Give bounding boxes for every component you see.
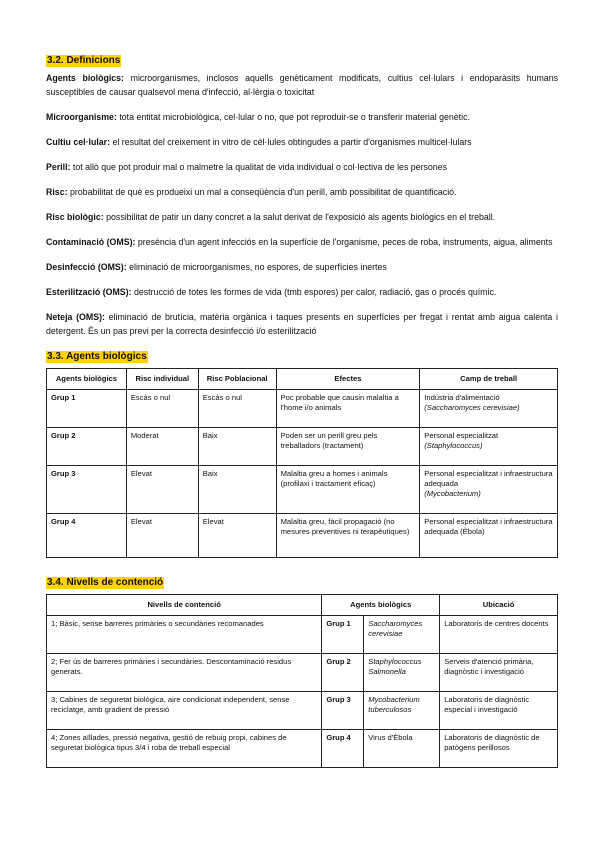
table-cell: [420, 390, 558, 428]
table-cell: Grup 3: [47, 466, 127, 514]
table-cell: [364, 692, 440, 730]
table-cell: [364, 616, 440, 654]
table-cell: Poden ser un perill greu pels treballadors (tractament): [276, 428, 420, 466]
table-cell: Grup 2: [47, 428, 127, 466]
table-cell: Grup 4: [47, 514, 127, 558]
table-cell: Grup 4: [322, 730, 364, 768]
column-header: Agents biològics: [322, 595, 440, 616]
definition-term: Risc biològic:: [46, 212, 104, 222]
cell-species: Mycobacterium tuberculosos: [368, 695, 420, 714]
table-cell: Grup 2: [322, 654, 364, 692]
table-cell: Escàs o nul: [126, 390, 198, 428]
column-header: Risc individual: [126, 369, 198, 390]
table-cell: Laboratoris de centres docents: [440, 616, 558, 654]
table-cell: Baix: [198, 466, 276, 514]
definition-contaminacio: [46, 235, 558, 249]
table-row: [47, 616, 558, 654]
table-cell: [364, 654, 440, 692]
table-cell: Virus d'Èbola: [364, 730, 440, 768]
definitions-heading: 3.2. Definicions: [47, 55, 121, 66]
table-cell: Laboratoris de diagnòstic especial i investigació: [440, 692, 558, 730]
table-cell: 3; Cabines de seguretat biològica, aire condicionat independent, sense reciclatge, amb gradient de pressió: [47, 692, 322, 730]
table-cell: [420, 466, 558, 514]
table-cell: 1; Bàsic, sense barreres primàries o secundàries recomanades: [47, 616, 322, 654]
definition-term: Neteja (OMS):: [46, 312, 105, 322]
definition-term: Esterilització (OMS):: [46, 287, 132, 297]
definition-neteja: [46, 310, 558, 338]
table-header-row: [47, 369, 558, 390]
table-cell: Grup 1: [322, 616, 364, 654]
definition-term: Risc:: [46, 187, 68, 197]
definition-text: tot allò que pot produir mal o malmetre la qualitat de vida individual o col·lectiva de les persones: [70, 162, 447, 172]
definition-text: eliminació de microorganismes, no espores, de superfícies inertes: [126, 262, 387, 272]
column-header: Ubicació: [440, 595, 558, 616]
cell-text: Indústria d'alimentació: [424, 393, 500, 402]
table-cell: Grup 3: [322, 692, 364, 730]
definition-text: tota entitat microbiològica, cel·lular o no, que pot reproduir-se o transferir material genètic.: [116, 112, 470, 122]
definition-text: destrucció de totes les formes de vida (tmb espores) per calor, radiació, gas o procés químic.: [131, 287, 497, 297]
contencio-heading: 3.4. Nivells de contenció: [47, 577, 164, 588]
cell-species: (Staphylococcus): [424, 441, 483, 450]
cell-species: Saccharomyces cerevisiae: [368, 619, 423, 638]
definition-agents-biologics: [46, 71, 558, 99]
table-row: [47, 428, 558, 466]
table-header-row: [47, 595, 558, 616]
column-header: Efectes: [276, 369, 420, 390]
cell-species: (Mycobacterium): [424, 489, 481, 498]
definition-esterilitzacio: [46, 285, 558, 299]
cell-species: Staphylococcus Salmonella: [368, 657, 422, 676]
column-header: Nivells de contenció: [47, 595, 322, 616]
table-row: [47, 730, 558, 768]
column-header: Risc Poblacional: [198, 369, 276, 390]
table-cell: [420, 428, 558, 466]
definition-desinfeccio: [46, 260, 558, 274]
cell-species: (Saccharomyces cerevisiae): [424, 403, 520, 412]
table-cell: Grup 1: [47, 390, 127, 428]
definition-term: Cultiu cel·lular:: [46, 137, 111, 147]
definition-term: Microorganisme:: [46, 112, 117, 122]
table-cell: Elevat: [198, 514, 276, 558]
cell-text: Personal especialitzat: [424, 431, 499, 440]
table-cell: Elevat: [126, 514, 198, 558]
definition-microorganisme: [46, 110, 558, 124]
agents-table: [46, 368, 558, 558]
definition-term: Perill:: [46, 162, 71, 172]
table-cell: Moderat: [126, 428, 198, 466]
table-cell: Personal especialitzat i infraestructura adequada (Èbola): [420, 514, 558, 558]
definition-text: microorganismes, inclosos aquells genèticament modificats, cultius cel·lulars i endoparàsits humans susceptibles de causar qualsevol mena d'infecció, al·lèrgia o toxicitat: [46, 73, 558, 97]
definition-text: presència d'un agent infecciós en la superfície de l'organisme, peces de roba, instruments, aigua, aliments: [135, 237, 553, 247]
definition-term: Desinfecció (OMS):: [46, 262, 127, 272]
definition-cultiu-cellular: [46, 135, 558, 149]
definition-term: Agents biològics:: [46, 73, 124, 83]
table-row: [47, 514, 558, 558]
definition-text: el resultat del creixement in vitro de cèl·lules obtingudes a partir d'organismes multicel·lulars: [110, 137, 472, 147]
table-row: [47, 390, 558, 428]
table-cell: Laboratoris de diagnòstic de patògens perillosos: [440, 730, 558, 768]
definition-text: probabilitat de què es produeixi un mal a conseqüència d'un perill, amb possibilitat de quantificació.: [67, 187, 457, 197]
table-cell: Baix: [198, 428, 276, 466]
definition-risc-biologic: [46, 210, 558, 224]
table-cell: Elevat: [126, 466, 198, 514]
table-cell: 4; Zones aïllades, pressió negativa, gestió de rebuig propi, cabines de seguretat biològica tipus 3/4 i roba de treball especial: [47, 730, 322, 768]
definition-text: possibilitat de patir un dany concret a la salut derivat de l'exposició als agents biològics en el treball.: [103, 212, 496, 222]
column-header: Camp de treball: [420, 369, 558, 390]
table-cell: Escàs o nul: [198, 390, 276, 428]
table-cell: Poc probable que causin malaltia a l'home i/o animals: [276, 390, 420, 428]
definition-term: Contaminació (OMS):: [46, 237, 136, 247]
table-cell: Serveis d'atenció primària, diagnòstic i investigació: [440, 654, 558, 692]
agents-heading: 3.3. Agents biològics: [47, 351, 147, 362]
column-header: Agents biològics: [47, 369, 127, 390]
contencio-table: [46, 594, 558, 768]
document-page: [46, 50, 558, 768]
table-row: [47, 466, 558, 514]
table-cell: Malaltia greu, fàcil propagació (no mesures preventives ni terapèutiques): [276, 514, 420, 558]
table-cell: 2; Fer ús de barreres primàries i secundàries. Descontaminació residus generats.: [47, 654, 322, 692]
table-cell: Malaltia greu a homes i animals (profilaxi i tractament eficaç): [276, 466, 420, 514]
cell-text: Personal especialitzat i infraestructura adequada: [424, 469, 553, 488]
table-row: [47, 654, 558, 692]
table-row: [47, 692, 558, 730]
definition-text: eliminació de brutícia, matèria orgànica i taques presents en superfícies per fregat i rentat amb aigua calenta i detergent. És un pas previ per la correcta desinfecció i/o esterilització: [46, 312, 558, 336]
definition-perill: [46, 160, 558, 174]
definition-risc: [46, 185, 558, 199]
